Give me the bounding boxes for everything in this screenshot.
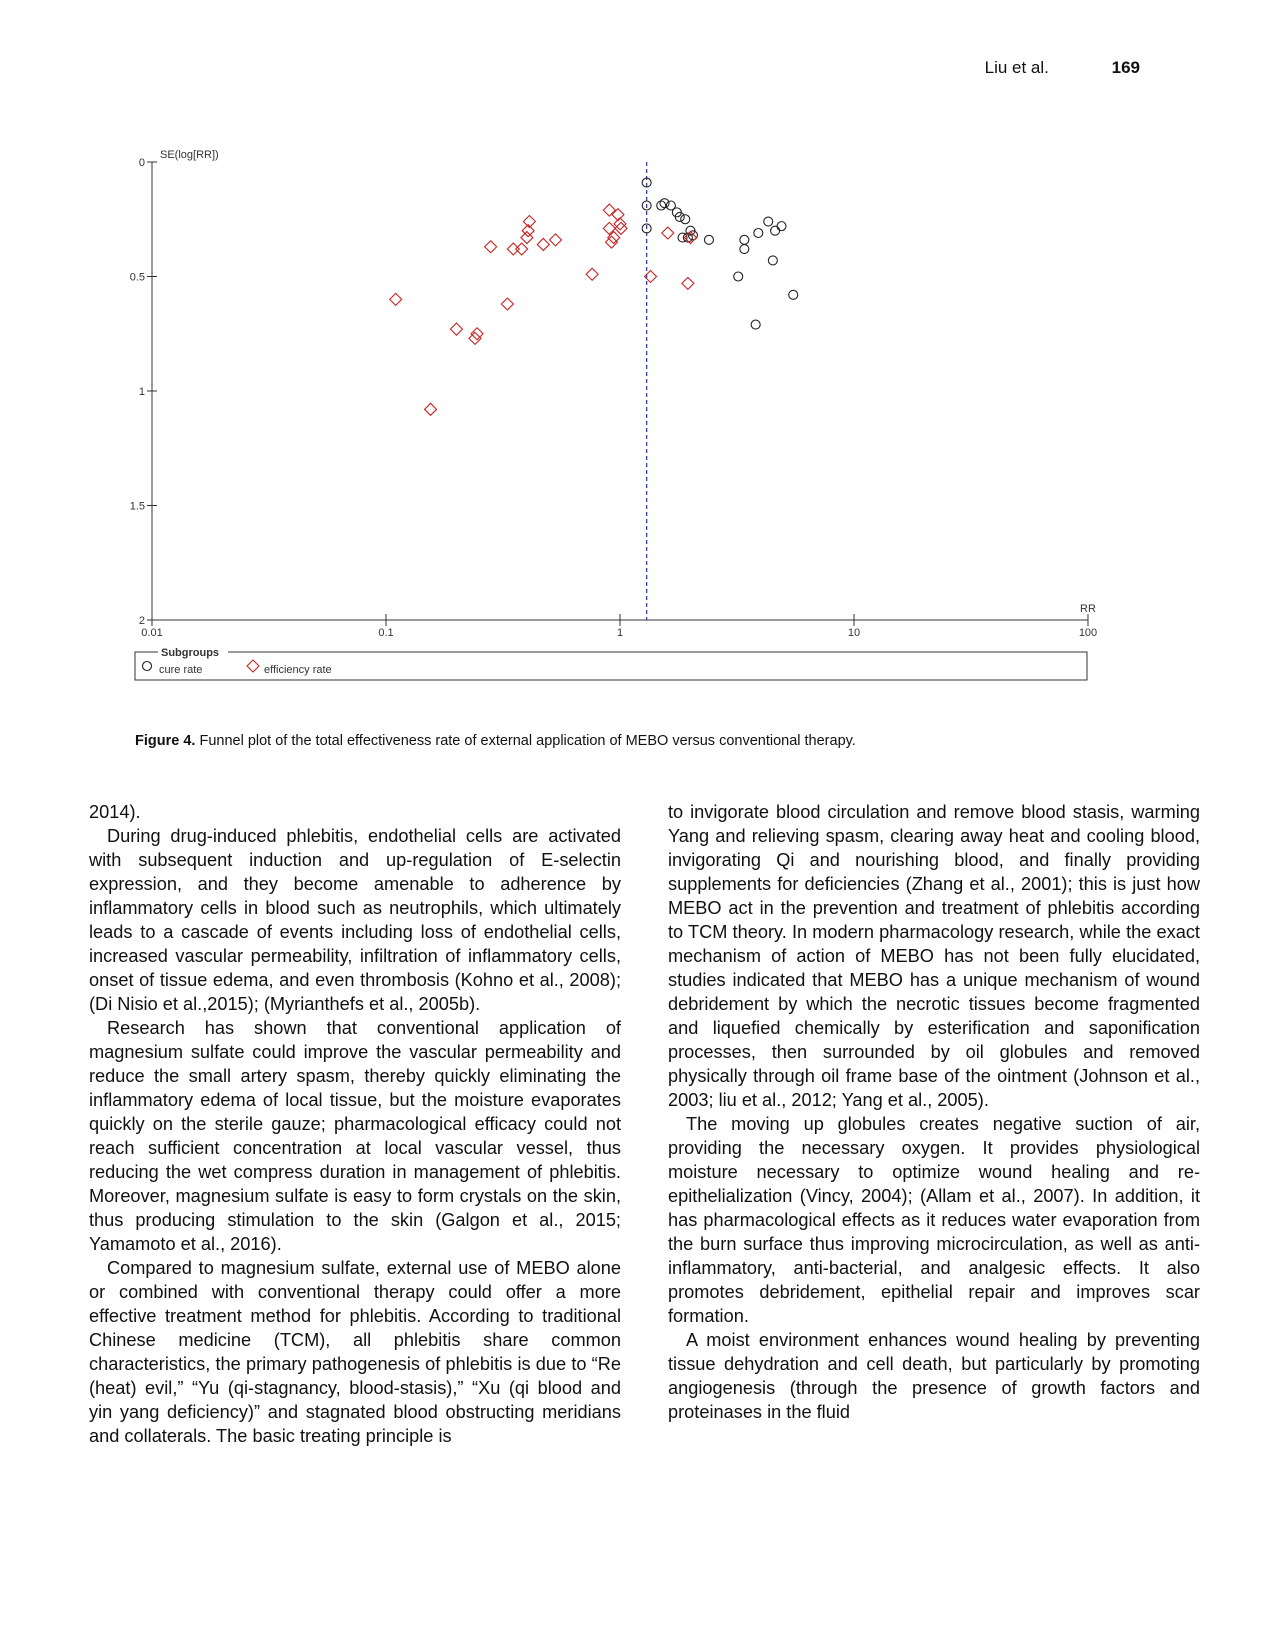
cure-rate-point <box>681 215 690 224</box>
figure-caption-text: Funnel plot of the total effectiveness rate of external application of MEBO versus conventional therapy. <box>195 733 856 749</box>
efficiency-rate-point <box>682 277 694 289</box>
cure-rate-point <box>764 217 773 226</box>
body-right-column <box>668 800 1200 1424</box>
x-tick-label: 10 <box>847 627 861 639</box>
chart-marks <box>390 178 798 415</box>
x-axis-label: RR <box>1080 603 1096 615</box>
efficiency-rate-point <box>425 403 437 415</box>
cure-rate-point <box>751 320 760 329</box>
efficiency-rate-point <box>603 204 615 216</box>
legend-marker-diamond <box>247 660 259 672</box>
cure-rate-point <box>789 290 798 299</box>
y-tick-label: 0.5 <box>129 271 145 284</box>
cure-rate-point <box>754 228 763 237</box>
chart-axes <box>130 149 1097 639</box>
chart-legend <box>135 644 1087 680</box>
y-tick-label: 2 <box>138 615 145 627</box>
paragraph: to invigorate blood circulation and remove blood stasis, warming Yang and relieving spasm, clearing away heat and cooling blood, invigorating Qi and nourishing blood, and finally providing supplements for deficiencies (Zhang et al., 2001); this is just how MEBO act in the prevention and treatment of phlebitis according to TCM theory. In modern pharmacology research, while the exact mechanism of action of MEBO has not been fully elucidated, studies indicated that MEBO has a unique mechanism of wound debridement by which the necrotic tissues become fragmented and liquefied chemically by esterification and saponification processes, then surrounded by oil globules and removed physically through oil frame base of the ointment (Johnson et al., 2003; liu et al., 2012; Yang et al., 2005). <box>668 802 1200 1110</box>
paragraph: A moist environment enhances wound healing by preventing tissue dehydration and cell death, but particularly by promoting angiogenesis (through the presence of growth factors and proteinases in the fluid <box>668 1330 1200 1422</box>
cure-rate-point <box>777 222 786 231</box>
paragraph: Compared to magnesium sulfate, external use of MEBO alone or combined with conventional therapy could offer a more effective treatment method for phlebitis. According to traditional Chinese medicine (TCM), all phlebitis share common characteristics, the primary pathogenesis of phlebitis is due to “Re (heat) evil,” “Yu (qi-stagnancy, blood-stasis),” “Xu (qi blood and yin yang deficiency)” and stagnated blood obstructing meridians and collaterals. The basic treating principle is <box>89 1258 621 1446</box>
figure-caption <box>135 733 1145 749</box>
efficiency-rate-point <box>612 209 624 221</box>
cure-rate-point <box>768 256 777 265</box>
cure-rate-point <box>734 272 743 281</box>
efficiency-rate-point <box>516 243 528 255</box>
efficiency-rate-point <box>501 298 513 310</box>
x-tick-label: 0.01 <box>141 627 163 639</box>
y-tick-label: 1 <box>138 386 145 398</box>
cure-rate-point <box>740 245 749 254</box>
figure-label: Figure 4. <box>135 733 196 749</box>
cure-rate-point <box>771 226 780 235</box>
x-tick-label: 100 <box>1078 627 1098 639</box>
efficiency-rate-point <box>537 238 549 250</box>
legend-title: Subgroups <box>161 647 220 659</box>
efficiency-rate-point <box>507 243 519 255</box>
efficiency-rate-point <box>603 222 615 234</box>
funnel-plot <box>0 0 1275 720</box>
efficiency-rate-point <box>586 268 598 280</box>
legend-entry-efficiency-rate: efficiency rate <box>264 664 332 676</box>
y-axis-label: SE(log[RR]) <box>160 149 219 161</box>
legend-entry-cure-rate: cure rate <box>159 664 203 676</box>
paragraph: Research has shown that conventional application of magnesium sulfate could improve the vascular permeability and reduce the small artery spasm, thereby quickly eliminating the inflammatory edema of local tissue, but the moisture evaporates quickly on the sterile gauze; pharmacological efficacy could not reach sufficient concentration at local vascular vessel, thus reducing the wet compress duration in management of phlebitis. Moreover, magnesium sulfate is easy to form crystals on the skin, thus producing stimulation to the skin (Galgon et al., 2015; Yamamoto et al., 2016). <box>89 1018 621 1254</box>
cure-rate-point <box>704 235 713 244</box>
body-left-column <box>89 800 621 1448</box>
cure-rate-point <box>678 233 687 242</box>
cure-rate-point <box>740 235 749 244</box>
efficiency-rate-point <box>662 227 674 239</box>
y-tick-label: 1.5 <box>129 500 145 513</box>
page-number: 169 <box>1111 58 1140 77</box>
x-tick-label: 1 <box>616 627 624 639</box>
paragraph: 2014). <box>89 802 141 822</box>
legend-marker-circle <box>143 662 152 671</box>
paragraph: During drug-induced phlebitis, endothelial cells are activated with subsequent induction and up-regulation of E-selectin expression, and they become amenable to adherence by inflammatory cells in blood such as neutrophils, which ultimately leads to a cascade of events including loss of endothelial cells, increased vascular permeability, infiltration of inflammatory cells, onset of tissue edema, and even thrombosis (Kohno et al., 2008); (Di Nisio et al.,2015); (Myrianthefs et al., 2005b). <box>89 826 621 1014</box>
running-head-authors: Liu et al. <box>984 58 1049 77</box>
efficiency-rate-point <box>450 323 462 335</box>
x-tick-label: 0.1 <box>378 627 394 639</box>
paragraph: The moving up globules creates negative suction of air, providing the necessary oxygen. It provides physiological moisture necessary to optimize wound healing and re-epithelialization (Vincy, 2004); (Allam et al., 2007). In addition, it has pharmacological effects as it reduces water evaporation from the burn surface thus improving microcirculation, as well as anti-inflammatory, anti-bacterial, and analgesic effects. It also promotes debridement, epithelial repair and improves scar formation. <box>668 1114 1200 1326</box>
y-tick-label: 0 <box>138 157 145 169</box>
efficiency-rate-point <box>485 241 497 253</box>
efficiency-rate-point <box>390 293 402 305</box>
efficiency-rate-point <box>549 234 561 246</box>
